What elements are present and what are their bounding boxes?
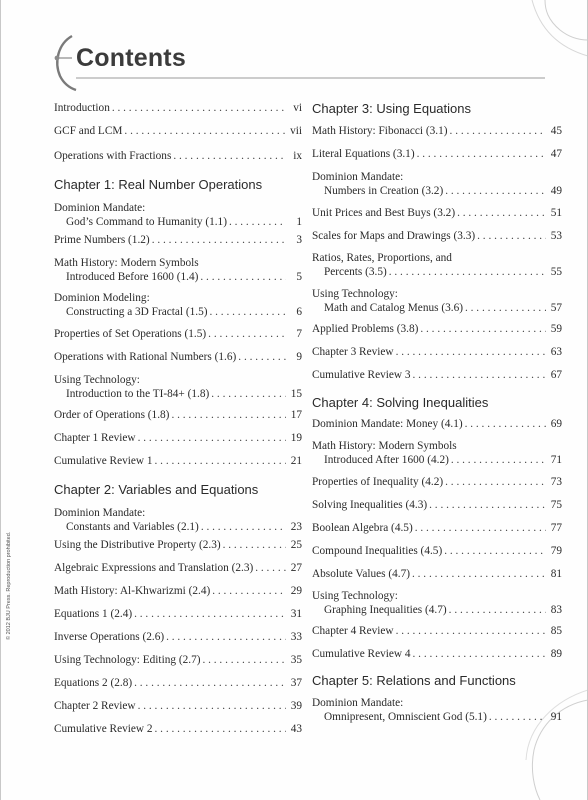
- toc-entry[interactable]: Dominion Modeling: Constructing a 3D Fractal (1.5) . . . 6: [54, 291, 302, 319]
- toc-entry[interactable]: Using Technology: Editing (2.7) . . . 35: [54, 653, 302, 667]
- toc-entry[interactable]: Inverse Operations (2.6) . . . 33: [54, 630, 302, 644]
- toc-entry[interactable]: Math History: Modern Symbols Introduced Before 1600 (1.4) . . . 5: [54, 256, 302, 284]
- chapter-heading: Chapter 3: Using Equations: [312, 101, 471, 116]
- toc-entry[interactable]: Using Technology: Introduction to the TI-84+ (1.8) . . . 15: [54, 373, 302, 401]
- chapter-heading: Chapter 4: Solving Inequalities: [312, 395, 489, 410]
- toc-entry[interactable]: Cumulative Review 1 . . . 21: [54, 454, 302, 468]
- toc-entry[interactable]: Dominion Mandate: Omnipresent, Omniscient God (5.1) . . . 91: [312, 696, 562, 724]
- toc-entry[interactable]: Dominion Mandate: Constants and Variables (2.1) . . . 23: [54, 506, 302, 534]
- toc-entry[interactable]: Math History: Modern Symbols Introduced After 1600 (4.2) . . . 71: [312, 439, 562, 467]
- toc-entry[interactable]: Absolute Values (4.7) . . . 81: [312, 567, 562, 581]
- toc-entry[interactable]: Using Technology: Graphing Inequalities (4.7) . . . 83: [312, 589, 562, 617]
- toc-entry[interactable]: Chapter 1 Review . . . 19: [54, 431, 302, 445]
- toc-entry[interactable]: Cumulative Review 2 . . . 43: [54, 722, 302, 736]
- toc-entry[interactable]: Operations with Fractions . . . ix: [54, 149, 302, 163]
- toc-entry[interactable]: Chapter 3 Review . . . 63: [312, 345, 562, 359]
- toc-entry[interactable]: GCF and LCM . . . vii: [54, 124, 302, 138]
- toc-entry[interactable]: Boolean Algebra (4.5) . . . 77: [312, 521, 562, 535]
- toc-entry[interactable]: Properties of Set Operations (1.5) . . . 7: [54, 327, 302, 341]
- chapter-heading: Chapter 5: Relations and Functions: [312, 673, 516, 688]
- toc-entry[interactable]: Chapter 4 Review . . . 85: [312, 624, 562, 638]
- toc-entry[interactable]: Solving Inequalities (4.3) . . . 75: [312, 498, 562, 512]
- toc-entry[interactable]: Math History: Al-Khwarizmi (2.4) . . . 29: [54, 584, 302, 598]
- toc-entry[interactable]: Scales for Maps and Drawings (3.3) . . . 53: [312, 229, 562, 243]
- toc-entry[interactable]: Ratios, Rates, Proportions, and Percents (3.5) . . . 55: [312, 251, 562, 279]
- toc-entry[interactable]: Dominion Mandate: Money (4.1) . . . 69: [312, 417, 562, 431]
- toc-entry[interactable]: Math History: Fibonacci (3.1) . . . 45: [312, 124, 562, 138]
- toc-entry[interactable]: Cumulative Review 3 . . . 67: [312, 368, 562, 382]
- toc-entry[interactable]: Using the Distributive Property (2.3) . . . 25: [54, 538, 302, 552]
- toc-entry[interactable]: Prime Numbers (1.2) . . . 3: [54, 233, 302, 247]
- toc-entry[interactable]: Applied Problems (3.8) . . . 59: [312, 322, 562, 336]
- toc-entry[interactable]: Cumulative Review 4 . . . 89: [312, 647, 562, 661]
- toc-entry[interactable]: Dominion Mandate: God’s Command to Humanity (1.1) . . . 1: [54, 201, 302, 229]
- toc-entry[interactable]: Literal Equations (3.1) . . . 47: [312, 147, 562, 161]
- toc-entry[interactable]: Equations 2 (2.8) . . . 37: [54, 676, 302, 690]
- toc-entry[interactable]: Algebraic Expressions and Translation (2.3) . . . 27: [54, 561, 302, 575]
- chapter-heading: Chapter 1: Real Number Operations: [54, 177, 263, 192]
- toc-entry[interactable]: Compound Inequalities (4.5) . . . 79: [312, 544, 562, 558]
- toc-entry[interactable]: Using Technology: Math and Catalog Menus (3.6) . . . 57: [312, 287, 562, 315]
- toc-entry[interactable]: Dominion Mandate: Numbers in Creation (3.2) . . . 49: [312, 170, 562, 198]
- toc-entry[interactable]: Introduction . . . vi: [54, 101, 302, 115]
- toc-entry[interactable]: Unit Prices and Best Buys (3.2) . . . 51: [312, 206, 562, 220]
- copyright-notice: © 2012 BJU Press. Reproduction prohibited.: [6, 531, 12, 640]
- toc-entry[interactable]: Properties of Inequality (4.2) . . . 73: [312, 475, 562, 489]
- toc-entry[interactable]: Operations with Rational Numbers (1.6) . . . 9: [54, 350, 302, 364]
- toc-entry[interactable]: Equations 1 (2.4) . . . 31: [54, 607, 302, 621]
- toc-entry[interactable]: Chapter 2 Review . . . 39: [54, 699, 302, 713]
- toc-entry[interactable]: Order of Operations (1.8) . . . 17: [54, 408, 302, 422]
- page-title: Contents: [76, 44, 186, 72]
- chapter-heading: Chapter 2: Variables and Equations: [54, 482, 259, 497]
